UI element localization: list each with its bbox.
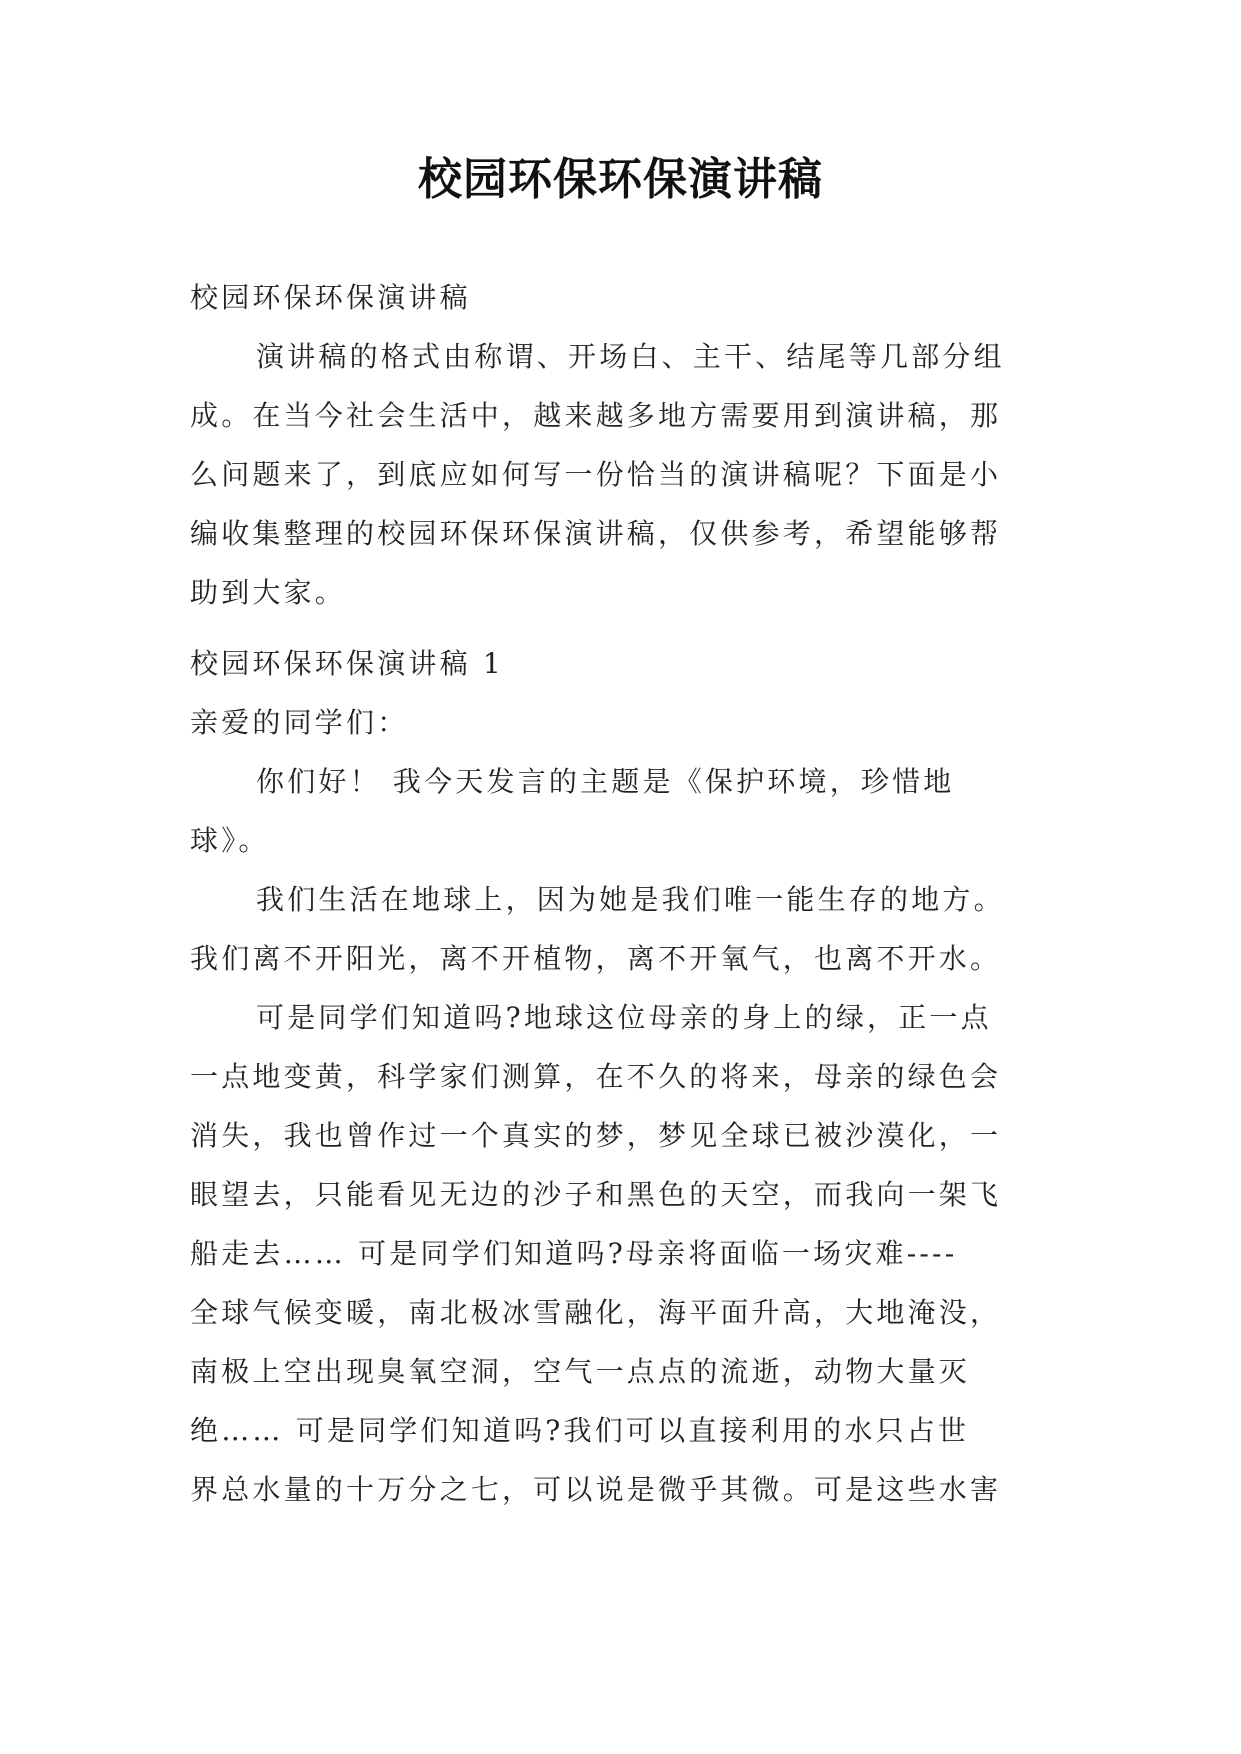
subtitle-block bbox=[190, 268, 1052, 327]
paragraph-line: 你们好！ 我今天发言的主题是《保护环境，珍惜地 bbox=[256, 765, 955, 798]
intro-line: 演讲稿的格式由称谓、开场白、主干、结尾等几部分组 bbox=[256, 340, 1005, 373]
paragraph-line: 消失，我也曾作过一个真实的梦，梦见全球已被沙漠化，一 bbox=[190, 1119, 1002, 1152]
paragraph-line: 我们离不开阳光，离不开植物，离不开氧气，也离不开水。 bbox=[190, 942, 1002, 975]
paragraph-line: 可是同学们知道吗?地球这位母亲的身上的绿，正一点 bbox=[256, 1001, 992, 1034]
paragraph-3 bbox=[190, 988, 1052, 1519]
paragraph-line: 一点地变黄，科学家们测算，在不久的将来，母亲的绿色会 bbox=[190, 1060, 1002, 1093]
section-heading-block bbox=[190, 634, 1052, 752]
paragraph-line: 南极上空出现臭氧空洞，空气一点点的流逝，动物大量灭 bbox=[190, 1355, 971, 1388]
subtitle-line: 校园环保环保演讲稿 bbox=[190, 281, 471, 314]
paragraph-line: 船走去…… 可是同学们知道吗?母亲将面临一场灾难---- bbox=[190, 1237, 958, 1270]
salutation: 亲爱的同学们： bbox=[190, 706, 409, 739]
paragraph-1 bbox=[190, 752, 1052, 870]
paragraph-line: 我们生活在地球上，因为她是我们唯一能生存的地方。 bbox=[256, 883, 1005, 916]
paragraph-line: 界总水量的十万分之七，可以说是微乎其微。可是这些水害 bbox=[190, 1473, 1002, 1506]
intro-line: 么问题来了，到底应如何写一份恰当的演讲稿呢？下面是小 bbox=[190, 458, 1002, 491]
intro-paragraph bbox=[190, 327, 1052, 622]
intro-line: 成。在当今社会生活中，越来越多地方需要用到演讲稿，那 bbox=[190, 399, 1002, 432]
intro-line: 助到大家。 bbox=[190, 576, 347, 609]
section-heading: 校园环保环保演讲稿 1 bbox=[190, 647, 504, 680]
intro-line: 编收集整理的校园环保环保演讲稿，仅供参考，希望能够帮 bbox=[190, 517, 1002, 550]
paragraph-line: 全球气候变暖，南北极冰雪融化，海平面升高，大地淹没， bbox=[190, 1296, 1002, 1329]
paragraph-line: 眼望去，只能看见无边的沙子和黑色的天空，而我向一架飞 bbox=[190, 1178, 1002, 1211]
paragraph-line: 球》。 bbox=[190, 824, 270, 857]
paragraph-line: 绝…… 可是同学们知道吗?我们可以直接利用的水只占世 bbox=[190, 1414, 970, 1447]
paragraph-2 bbox=[190, 870, 1052, 988]
document-title: 校园环保环保演讲稿 bbox=[418, 154, 823, 205]
